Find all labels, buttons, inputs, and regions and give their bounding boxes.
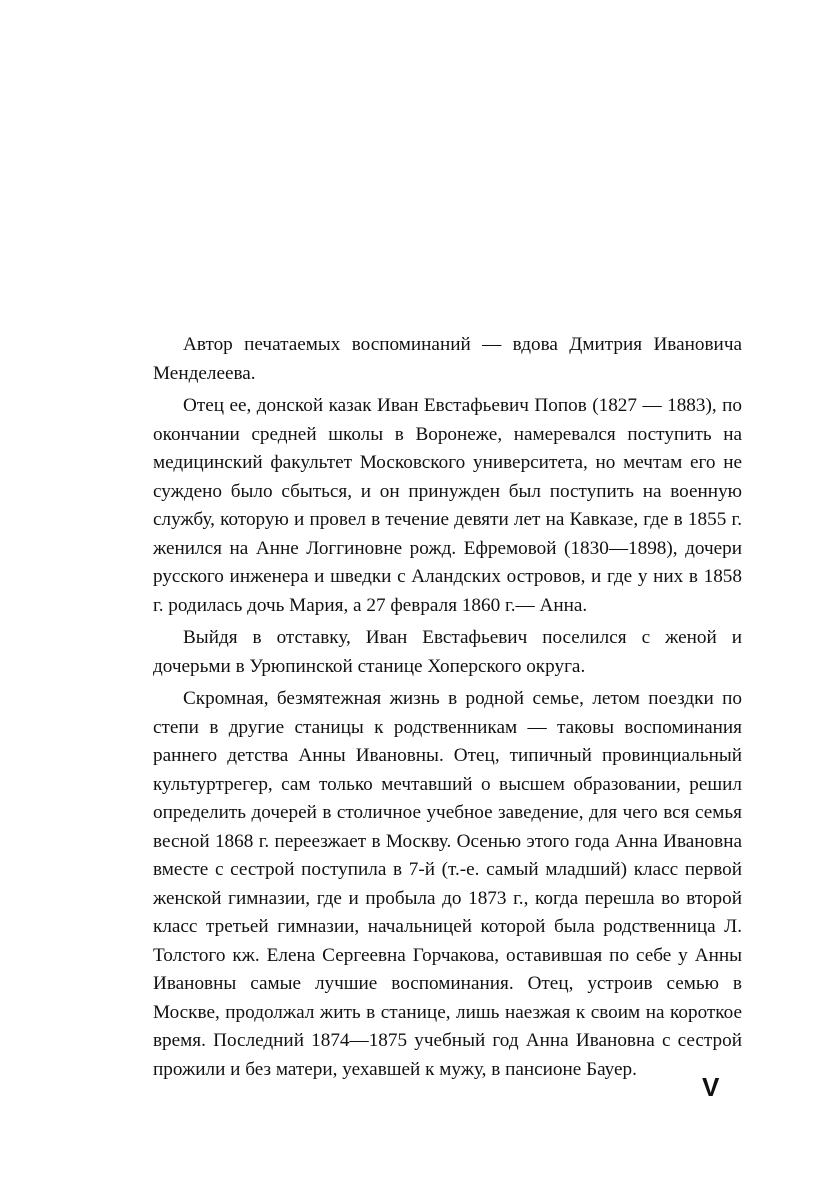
paragraph-3: Выйдя в отставку, Иван Евстафьевич поселился с женой и дочерьми в Урюпинской станице Хоперского округа. xyxy=(153,627,742,677)
paragraph-4: Скромная, безмятежная жизнь в родной семье, летом поездки по степи в другие станицы к родственникам — таковы воспоминания раннего детства Анны Ивановны. Отец, типичный провинциальный культуртрегер, сам только мечтавший о высшем образовании, решил определить дочерей в столичное учебное заведение, для чего вся семья весной 1868 г. переезжает в Москву. Осенью этого года Анна Ивановна вместе с сестрой поступила в 7-й (т.-е. самый младший) класс первой женской гимназии, где и пробыла до 1873 г., когда перешла во второй класс третьей гимназии, начальницей которой была родственница Л. Толстого кж. Елена Сергеевна Горчакова, оставившая по себе у Анны Ивановны самые лучшие воспоминания. Отец, устроив семью в Москве, продолжал жить в станице, лишь наезжая к своим на короткое время. Последний 1874—1875 учебный год Анна Ивановна с сестрой прожили и без матери, уехавшей к мужу, в пансионе Бауер. xyxy=(153,688,742,1080)
page-number: V xyxy=(702,1072,720,1102)
paragraph-1: Автор печатаемых воспоминаний — вдова Дмитрия Ивановича Менделеева. xyxy=(153,334,742,384)
body-text xyxy=(153,331,742,1084)
paragraph-2: Отец ее, донской казак Иван Евстафьевич Попов (1827 — 1883), по окончании средней школы в Воронеже, намеревался поступить на медицинский факультет Московского университета, но мечтам его не суждено было сбыться, и он принужден был поступить на военную службу, которую и провел в течение девяти лет на Кавказе, где в 1855 г. женился на Анне Логгиновне рожд. Ефремовой (1830—1898), дочери русского инженера и шведки с Аландских островов, и где у них в 1858 г. родилась дочь Мария, а 27 февраля 1860 г.— Анна. xyxy=(153,395,742,616)
